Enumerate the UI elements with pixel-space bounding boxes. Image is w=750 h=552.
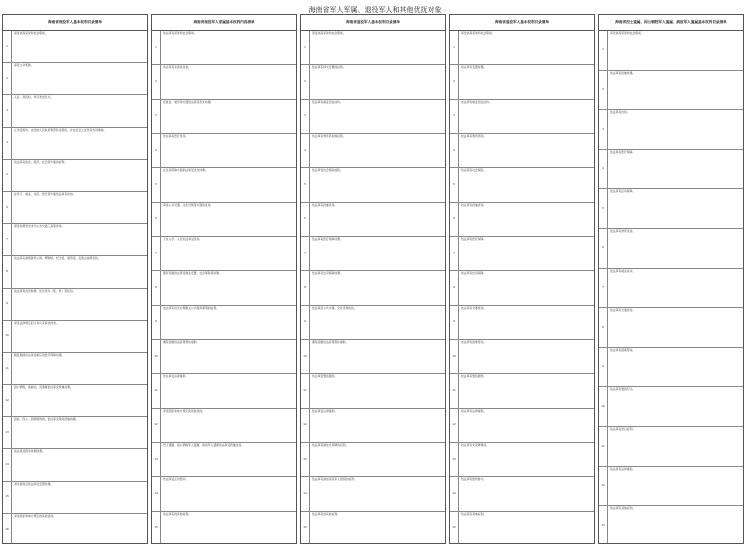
item-number: 9 (152, 306, 161, 339)
item-number: 6 (450, 203, 459, 236)
item-text: 享受免费乘坐市内公共交通工具等优待。 (14, 224, 65, 229)
item-text: 依法享有组织参与。 (461, 477, 487, 482)
list-item (152, 340, 296, 374)
list-item (3, 449, 147, 481)
item-number: 5 (152, 168, 161, 201)
item-text: 立功受奖时，由当地人民政府和部队送喜报，并在社会上宣传其先进事迹。 (14, 127, 107, 132)
item-number: 5 (301, 168, 310, 201)
item-text: 依法享有悬挂光荣牌的权利。 (312, 442, 349, 447)
list-item (3, 417, 147, 449)
item-text: 依法享有的其他权利。 (312, 511, 340, 516)
list-item (301, 512, 445, 544)
list-item (301, 477, 445, 511)
item-text: 依法享有就业扶持。 (610, 268, 636, 273)
item-number: 11 (599, 427, 608, 466)
item-number: 3 (301, 100, 310, 133)
list-item (301, 31, 445, 65)
list-item (450, 271, 594, 305)
item-number: 15 (301, 512, 310, 544)
item-text: 享受崇高荣誉和社会尊崇。 (14, 31, 48, 35)
item-number: 11 (450, 374, 459, 407)
item-text: 享受法律规定的义务兵家庭优待金。 (14, 320, 59, 325)
list-item (152, 512, 296, 544)
item-number: 10 (3, 321, 12, 352)
list-item (152, 477, 296, 511)
item-number: 3 (599, 110, 608, 149)
item-number: 2 (152, 65, 161, 98)
item-number: 9 (450, 306, 459, 339)
column-heading: 海南省退役军人基本权利目录清单 (450, 15, 594, 31)
list-item (152, 409, 296, 443)
list-item (599, 427, 743, 467)
item-text: 依法享有政治、经济、社会等方面的权利。 (14, 159, 68, 164)
item-text: 依法享有参加退役军人组织的权利。 (312, 477, 357, 482)
list-item (450, 203, 594, 237)
item-text: 依法享有优先购票、优先乘车（船、机）等优待。 (14, 288, 76, 293)
item-number: 3 (152, 100, 161, 133)
item-text: 依法享有医疗优待。 (163, 133, 189, 138)
item-number: 15 (3, 482, 12, 513)
list-item (599, 229, 743, 269)
item-text: 依法享受社会保险接续。 (312, 168, 343, 173)
list-item (301, 134, 445, 168)
item-text: 依法享有困难帮扶。 (610, 347, 636, 352)
item-text: 依法享有荣誉和社会尊崇。 (163, 31, 197, 35)
list-item (3, 514, 147, 544)
item-text: 遇有困难依法获得帮扶援助。 (312, 339, 349, 344)
list-item (301, 340, 445, 374)
document-title: 海南省军人军属、退役军人和其他优抚对象 (308, 6, 442, 14)
item-text: 依法享有其他权利。 (610, 506, 636, 511)
list-item (3, 321, 147, 353)
item-text: 依法享有褒扬纪念。 (610, 387, 636, 392)
item-text: 依法享有优待。 (610, 110, 630, 115)
item-text: 因战、因公、因病致残的，依法享受残疾抚恤待遇。 (14, 417, 79, 422)
list-item (599, 387, 743, 427)
list-item (599, 150, 743, 190)
item-text: 依法享有就业创业扶持。 (461, 99, 492, 104)
item-text: 依法享有医疗保障待遇。 (312, 236, 343, 241)
item-text: 烈士遗属、因公牺牲军人遗属、病故军人遗属依法享受抚恤优待。 (163, 442, 245, 447)
rights-column-3 (300, 14, 446, 544)
item-number: 11 (301, 374, 310, 407)
item-text: 依法享有其他权利。 (461, 511, 487, 516)
item-number: 12 (152, 409, 161, 442)
item-number: 10 (152, 340, 161, 373)
list-item (599, 269, 743, 309)
list-item (450, 31, 594, 65)
item-number: 10 (599, 387, 608, 426)
item-number: 12 (450, 409, 459, 442)
item-number: 2 (301, 65, 310, 98)
rights-list (599, 31, 743, 544)
rights-list (301, 31, 445, 544)
list-item (301, 168, 445, 202)
item-text: 依法享有参观游览公园、博物馆、纪念馆、展览馆、名胜古迹等优待。 (14, 256, 101, 261)
list-item (301, 306, 445, 340)
item-text: 遇有困难依法获得帮扶援助。 (163, 339, 200, 344)
list-item (450, 65, 594, 99)
list-item (3, 385, 147, 417)
item-number: 1 (301, 31, 310, 64)
item-text: 依法享有住房保障待遇。 (312, 271, 343, 276)
item-text: 依法享有法律援助。 (610, 466, 636, 471)
list-item (599, 189, 743, 229)
list-item (3, 31, 147, 63)
list-item (450, 340, 594, 374)
list-item (450, 409, 594, 443)
list-item (152, 65, 296, 99)
item-text: 随军家属依法享受就业安置、社会保险等待遇。 (163, 271, 222, 276)
item-text: 享受崇高荣誉和社会尊崇。 (312, 31, 346, 35)
item-text: 依法享有医疗保障。 (461, 236, 487, 241)
list-item (450, 237, 594, 271)
column-heading: 海南省现役军人家属基本权利内容清单 (152, 15, 296, 31)
list-item (152, 100, 296, 134)
list-item (599, 110, 743, 150)
item-number: 13 (3, 417, 12, 448)
item-number: 13 (599, 506, 608, 544)
list-item (3, 289, 147, 321)
item-number: 7 (599, 269, 608, 308)
item-text: 依法享有教育培训的权利。 (312, 133, 346, 138)
list-item (3, 482, 147, 514)
item-number: 13 (301, 443, 310, 476)
item-number: 14 (450, 477, 459, 510)
item-number: 6 (599, 229, 608, 268)
item-text: 在住房保障方面依法享受优先待遇。 (163, 168, 208, 173)
rights-list (152, 31, 296, 544)
list-item (450, 306, 594, 340)
item-number: 5 (599, 189, 608, 228)
list-item (152, 306, 296, 340)
list-item (599, 506, 743, 544)
item-text: 在学习、就业、住房、医疗等方面依法享有优待。 (14, 191, 76, 196)
item-number: 7 (3, 224, 12, 255)
list-item (450, 374, 594, 408)
item-number: 8 (599, 308, 608, 347)
list-item (152, 374, 296, 408)
list-item (450, 134, 594, 168)
item-text: 依法享有教育优待。 (610, 229, 636, 234)
list-item (599, 71, 743, 111)
item-number: 14 (152, 477, 161, 510)
item-text: 依法享受公共交通、文化设施优待。 (312, 305, 357, 310)
item-number: 10 (450, 340, 459, 373)
item-number: 9 (301, 306, 310, 339)
list-item (3, 95, 147, 127)
item-number: 1 (152, 31, 161, 64)
item-text: 依法享受法律援助。 (163, 374, 189, 379)
rights-list (450, 31, 594, 544)
item-text: 依法享有安置待遇。 (461, 65, 487, 70)
item-number: 7 (301, 237, 310, 270)
item-text: 依法享有困难帮扶。 (461, 339, 487, 344)
item-text: 享受国家和地方规定的其他优待。 (163, 408, 205, 413)
list-item (3, 192, 147, 224)
item-number: 12 (3, 385, 12, 416)
item-number: 3 (450, 100, 459, 133)
item-text: 因公牺牲、病故的，其遗属依法享受抚恤待遇。 (14, 385, 73, 390)
item-number: 4 (152, 134, 161, 167)
item-text: 依法享有交通优待。 (461, 305, 487, 310)
item-number: 15 (152, 512, 161, 544)
item-text: 依法享有抚恤优待。 (461, 202, 487, 207)
item-text: 享受公共交通、文化设施等方面的优待。 (163, 202, 214, 207)
list-item (3, 160, 147, 192)
item-number: 5 (450, 168, 459, 201)
list-item (301, 374, 445, 408)
item-number: 1 (450, 31, 459, 64)
item-number: 14 (301, 477, 310, 510)
list-item (152, 237, 296, 271)
item-text: 享受立功奖励。 (14, 63, 34, 68)
item-number: 10 (301, 340, 310, 373)
list-item (450, 512, 594, 544)
list-item (301, 237, 445, 271)
item-number: 12 (301, 409, 310, 442)
list-item (152, 271, 296, 305)
list-item (3, 128, 147, 160)
item-number: 7 (450, 237, 459, 270)
list-item (301, 203, 445, 237)
item-text: 依法享有教育培训。 (461, 133, 487, 138)
item-number: 15 (450, 512, 459, 544)
item-number: 11 (3, 353, 12, 384)
item-text: 依法享有光荣牌悬挂。 (461, 442, 489, 447)
item-text: 依法享有家庭优待金。 (163, 65, 191, 70)
column-heading: 海南省现役军人基本权利目录清单 (3, 15, 147, 31)
item-number: 6 (3, 192, 12, 223)
item-text: 依法享有优先办理相关公共服务事项的权利。 (163, 305, 219, 310)
item-number: 2 (3, 63, 12, 94)
item-number: 4 (599, 150, 608, 189)
item-text: 依法享受探亲休假待遇。 (14, 449, 45, 454)
item-number: 2 (599, 71, 608, 110)
item-text: 依法享有法律援助。 (461, 408, 487, 413)
item-text: 依法享有抚恤优待。 (312, 202, 338, 207)
item-number: 13 (152, 443, 161, 476)
item-text: 服役期间依法享受相应的医疗保障待遇。 (14, 352, 65, 357)
list-item (450, 168, 594, 202)
item-number: 16 (3, 514, 12, 544)
item-text: 依法享有的其他权利。 (163, 511, 191, 516)
list-item (301, 271, 445, 305)
list-item (599, 467, 743, 507)
item-text: 子女入学、入托依法享受优待。 (163, 236, 203, 241)
item-number: 3 (3, 95, 12, 126)
item-text: 依法享有就业创业扶持。 (312, 99, 343, 104)
item-number: 14 (3, 449, 12, 480)
list-item (3, 353, 147, 385)
list-item (301, 409, 445, 443)
item-number: 9 (3, 289, 12, 320)
item-text: 依法享有住房保障。 (610, 189, 636, 194)
list-item (599, 31, 743, 71)
item-number: 8 (152, 271, 161, 304)
list-item (152, 203, 296, 237)
item-text: 依法享有褒扬激励。 (461, 374, 487, 379)
list-item (152, 31, 296, 65)
rights-list (3, 31, 147, 544)
item-number: 4 (450, 134, 459, 167)
item-text: 依法享有祭扫权利。 (610, 427, 636, 432)
rights-column-2 (151, 14, 297, 544)
list-item (3, 224, 147, 256)
item-text: 依法享受褒扬激励。 (312, 374, 338, 379)
list-item (599, 308, 743, 348)
item-text: 依法享有医疗保障。 (610, 149, 636, 154)
rights-column-5 (598, 14, 744, 544)
item-number: 13 (450, 443, 459, 476)
list-item (450, 100, 594, 134)
item-text: 享受崇高荣誉和社会尊崇。 (610, 31, 644, 35)
item-number: 2 (450, 65, 459, 98)
list-item (450, 443, 594, 477)
list-item (152, 443, 296, 477)
item-number: 12 (599, 467, 608, 506)
list-item (3, 256, 147, 288)
list-item (301, 100, 445, 134)
rights-column-1 (2, 14, 148, 544)
item-number: 7 (152, 237, 161, 270)
column-heading: 海南省退役军人基本权利目录清单 (301, 15, 445, 31)
item-text: 依法享有抚恤待遇。 (610, 70, 636, 75)
item-number: 4 (301, 134, 310, 167)
item-text: 依法享有移交安置的权利。 (312, 65, 346, 70)
item-text: 退出现役后依法享受安置待遇。 (14, 481, 54, 486)
item-text: 在就业、就学等方面依法享受优先待遇。 (163, 99, 214, 104)
item-text: 依法享有交通优待。 (610, 308, 636, 313)
list-item (301, 443, 445, 477)
item-text: 享受崇高荣誉和社会尊崇。 (461, 31, 495, 35)
item-number: 5 (3, 160, 12, 191)
item-number: 6 (301, 203, 310, 236)
list-item (599, 348, 743, 388)
item-number: 1 (3, 31, 12, 62)
item-number: 11 (152, 374, 161, 407)
list-item (3, 63, 147, 95)
item-number: 4 (3, 128, 12, 159)
item-number: 8 (301, 271, 310, 304)
item-text: 依法享受走访慰问。 (163, 477, 189, 482)
list-item (152, 134, 296, 168)
item-text: 享受国家和地方规定的其他优待。 (14, 513, 56, 518)
item-text: 依法享有住房保障。 (461, 271, 487, 276)
column-heading: 海南省烈士遗属、因公牺牲军人遗属、病故军人遗属基本权利目录清单 (599, 15, 743, 31)
item-text: 入伍、退役时，举行欢送仪式。 (14, 95, 54, 100)
item-number: 9 (599, 348, 608, 387)
item-number: 8 (3, 256, 12, 287)
list-item (152, 168, 296, 202)
list-item (450, 477, 594, 511)
item-number: 1 (599, 31, 608, 70)
item-text: 依法享受法律援助。 (312, 408, 338, 413)
item-text: 依法享有社会保险。 (461, 168, 487, 173)
rights-column-4 (449, 14, 595, 544)
item-number: 8 (450, 271, 459, 304)
list-item (301, 65, 445, 99)
item-number: 6 (152, 203, 161, 236)
